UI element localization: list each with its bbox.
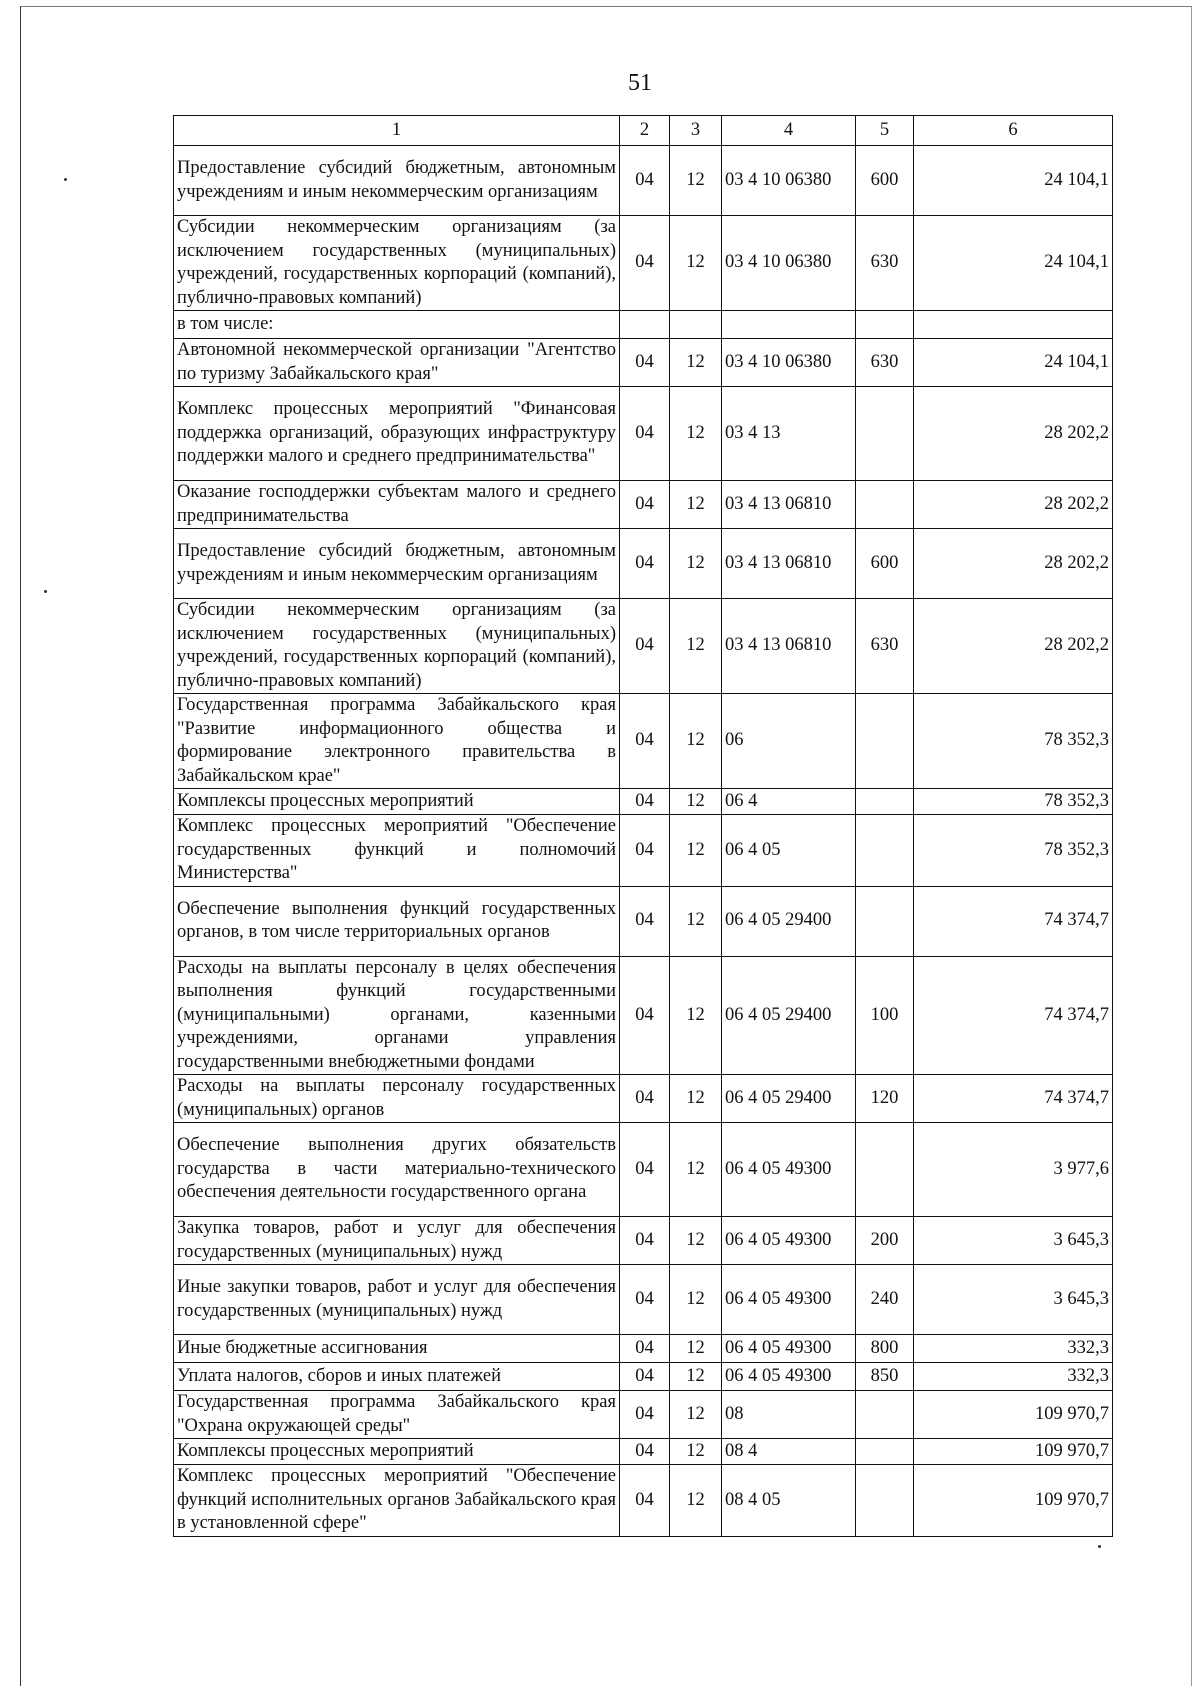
table-row bbox=[174, 1075, 1113, 1123]
table-row bbox=[174, 694, 1113, 789]
row-name-cell: Государственная программа Забайкальского края "Охрана окружающей среды" bbox=[174, 1391, 620, 1439]
row-section-cell: 04 bbox=[620, 1335, 670, 1363]
row-expense-type-cell: 630 bbox=[856, 216, 914, 311]
row-subsection-cell: 12 bbox=[670, 529, 722, 599]
row-section-cell: 04 bbox=[620, 529, 670, 599]
row-section-cell: 04 bbox=[620, 1465, 670, 1537]
row-name-cell: Закупка товаров, работ и услуг для обеспечения государственных (муниципальных) нужд bbox=[174, 1217, 620, 1265]
row-subsection-cell: 12 bbox=[670, 1217, 722, 1265]
row-target-code-cell: 06 4 05 bbox=[722, 815, 856, 887]
row-name-cell: в том числе: bbox=[174, 311, 620, 339]
row-target-code-cell: 06 4 05 29400 bbox=[722, 1075, 856, 1123]
table-row bbox=[174, 1439, 1113, 1465]
row-target-code-cell: 06 4 bbox=[722, 789, 856, 815]
table-row bbox=[174, 1335, 1113, 1363]
row-amount-cell bbox=[914, 311, 1113, 339]
table-row bbox=[174, 529, 1113, 599]
row-name-cell: Предоставление субсидий бюджетным, автономным учреждениям и иным некоммерческим организациям bbox=[174, 146, 620, 216]
row-name-cell: Иные бюджетные ассигнования bbox=[174, 1335, 620, 1363]
row-amount-cell: 24 104,1 bbox=[914, 146, 1113, 216]
row-amount-cell: 28 202,2 bbox=[914, 529, 1113, 599]
row-expense-type-cell: 200 bbox=[856, 1217, 914, 1265]
row-target-code-cell: 08 4 bbox=[722, 1439, 856, 1465]
row-name-cell: Комплекс процессных мероприятий "Обеспечение государственных функций и полномочий Министерства" bbox=[174, 815, 620, 887]
row-subsection-cell: 12 bbox=[670, 694, 722, 789]
row-amount-cell: 24 104,1 bbox=[914, 339, 1113, 387]
row-target-code-cell bbox=[722, 311, 856, 339]
row-expense-type-cell bbox=[856, 694, 914, 789]
row-target-code-cell: 06 4 05 29400 bbox=[722, 956, 856, 1075]
row-target-code-cell: 08 bbox=[722, 1391, 856, 1439]
table-row bbox=[174, 339, 1113, 387]
row-subsection-cell: 12 bbox=[670, 815, 722, 887]
row-target-code-cell: 03 4 10 06380 bbox=[722, 339, 856, 387]
row-amount-cell: 74 374,7 bbox=[914, 886, 1113, 956]
row-section-cell: 04 bbox=[620, 1075, 670, 1123]
row-name-cell: Автономной некоммерческой организации "Агентство по туризму Забайкальского края" bbox=[174, 339, 620, 387]
row-expense-type-cell bbox=[856, 481, 914, 529]
row-amount-cell: 109 970,7 bbox=[914, 1465, 1113, 1537]
row-amount-cell: 332,3 bbox=[914, 1335, 1113, 1363]
row-section-cell: 04 bbox=[620, 481, 670, 529]
row-amount-cell: 74 374,7 bbox=[914, 956, 1113, 1075]
row-expense-type-cell: 600 bbox=[856, 529, 914, 599]
row-target-code-cell: 06 4 05 29400 bbox=[722, 886, 856, 956]
row-name-cell: Расходы на выплаты персоналу государственных (муниципальных) органов bbox=[174, 1075, 620, 1123]
row-target-code-cell: 03 4 13 06810 bbox=[722, 529, 856, 599]
row-expense-type-cell bbox=[856, 311, 914, 339]
row-target-code-cell: 08 4 05 bbox=[722, 1465, 856, 1537]
row-section-cell bbox=[620, 311, 670, 339]
row-name-cell: Субсидии некоммерческим организациям (за исключением государственных (муниципальных) учреждений, государственных корпораций (компаний), публично-правовых компаний) bbox=[174, 599, 620, 694]
row-subsection-cell: 12 bbox=[670, 1439, 722, 1465]
row-section-cell: 04 bbox=[620, 387, 670, 481]
row-amount-cell: 3 977,6 bbox=[914, 1123, 1113, 1217]
table-row bbox=[174, 1465, 1113, 1537]
scan-speck bbox=[64, 178, 67, 181]
row-subsection-cell: 12 bbox=[670, 1265, 722, 1335]
row-subsection-cell: 12 bbox=[670, 481, 722, 529]
row-section-cell: 04 bbox=[620, 789, 670, 815]
row-expense-type-cell: 800 bbox=[856, 1335, 914, 1363]
row-section-cell: 04 bbox=[620, 1123, 670, 1217]
row-subsection-cell: 12 bbox=[670, 789, 722, 815]
row-amount-cell: 3 645,3 bbox=[914, 1265, 1113, 1335]
table-row bbox=[174, 1217, 1113, 1265]
row-name-cell: Комплекс процессных мероприятий "Финансовая поддержка организаций, образующих инфраструктуру поддержки малого и среднего предпринимательства" bbox=[174, 387, 620, 481]
row-section-cell: 04 bbox=[620, 694, 670, 789]
table-row bbox=[174, 387, 1113, 481]
row-amount-cell: 332,3 bbox=[914, 1363, 1113, 1391]
row-name-cell: Иные закупки товаров, работ и услуг для обеспечения государственных (муниципальных) нужд bbox=[174, 1265, 620, 1335]
table-row bbox=[174, 1391, 1113, 1439]
table-row bbox=[174, 886, 1113, 956]
row-expense-type-cell: 850 bbox=[856, 1363, 914, 1391]
row-expense-type-cell: 120 bbox=[856, 1075, 914, 1123]
row-amount-cell: 24 104,1 bbox=[914, 216, 1113, 311]
row-target-code-cell: 03 4 10 06380 bbox=[722, 146, 856, 216]
row-section-cell: 04 bbox=[620, 1265, 670, 1335]
row-amount-cell: 28 202,2 bbox=[914, 599, 1113, 694]
scan-speck bbox=[1098, 1545, 1101, 1548]
table-row bbox=[174, 216, 1113, 311]
row-expense-type-cell bbox=[856, 1123, 914, 1217]
header-col-6: 6 bbox=[914, 116, 1113, 146]
header-col-1: 1 bbox=[174, 116, 620, 146]
row-subsection-cell: 12 bbox=[670, 339, 722, 387]
row-expense-type-cell bbox=[856, 1439, 914, 1465]
row-subsection-cell: 12 bbox=[670, 1075, 722, 1123]
header-row bbox=[174, 116, 1113, 146]
row-expense-type-cell bbox=[856, 387, 914, 481]
scan-speck bbox=[44, 590, 47, 593]
row-amount-cell: 78 352,3 bbox=[914, 815, 1113, 887]
row-subsection-cell: 12 bbox=[670, 387, 722, 481]
row-subsection-cell: 12 bbox=[670, 956, 722, 1075]
row-target-code-cell: 06 4 05 49300 bbox=[722, 1123, 856, 1217]
row-subsection-cell: 12 bbox=[670, 599, 722, 694]
row-name-cell: Расходы на выплаты персоналу в целях обеспечения выполнения функций государственными (муниципальными) органами, казенными учреждениями, органами управления государственными внебюджетными фондами bbox=[174, 956, 620, 1075]
row-expense-type-cell: 630 bbox=[856, 599, 914, 694]
row-section-cell: 04 bbox=[620, 886, 670, 956]
row-expense-type-cell bbox=[856, 789, 914, 815]
table-row bbox=[174, 311, 1113, 339]
table-row bbox=[174, 815, 1113, 887]
row-target-code-cell: 03 4 13 bbox=[722, 387, 856, 481]
table-row bbox=[174, 1363, 1113, 1391]
table-row bbox=[174, 789, 1113, 815]
row-name-cell: Государственная программа Забайкальского края "Развитие информационного общества и формирование электронного правительства в Забайкальском крае" bbox=[174, 694, 620, 789]
row-name-cell: Комплекс процессных мероприятий "Обеспечение функций исполнительных органов Забайкальского края в установленной сфере" bbox=[174, 1465, 620, 1537]
row-target-code-cell: 06 4 05 49300 bbox=[722, 1335, 856, 1363]
row-name-cell: Обеспечение выполнения других обязательств государства в части материально-технического обеспечения деятельности государственного органа bbox=[174, 1123, 620, 1217]
row-section-cell: 04 bbox=[620, 1363, 670, 1391]
row-target-code-cell: 06 bbox=[722, 694, 856, 789]
header-col-5: 5 bbox=[856, 116, 914, 146]
row-name-cell: Обеспечение выполнения функций государственных органов, в том числе территориальных органов bbox=[174, 886, 620, 956]
row-amount-cell: 28 202,2 bbox=[914, 481, 1113, 529]
budget-table bbox=[173, 115, 1113, 1537]
row-target-code-cell: 03 4 13 06810 bbox=[722, 599, 856, 694]
row-section-cell: 04 bbox=[620, 339, 670, 387]
row-name-cell: Предоставление субсидий бюджетным, автономным учреждениям и иным некоммерческим организациям bbox=[174, 529, 620, 599]
row-subsection-cell: 12 bbox=[670, 146, 722, 216]
row-expense-type-cell bbox=[856, 1391, 914, 1439]
row-amount-cell: 109 970,7 bbox=[914, 1439, 1113, 1465]
row-amount-cell: 74 374,7 bbox=[914, 1075, 1113, 1123]
row-section-cell: 04 bbox=[620, 956, 670, 1075]
row-target-code-cell: 06 4 05 49300 bbox=[722, 1265, 856, 1335]
table-row bbox=[174, 1123, 1113, 1217]
row-section-cell: 04 bbox=[620, 146, 670, 216]
row-subsection-cell: 12 bbox=[670, 1335, 722, 1363]
row-name-cell: Субсидии некоммерческим организациям (за исключением государственных (муниципальных) учреждений, государственных корпораций (компаний), публично-правовых компаний) bbox=[174, 216, 620, 311]
row-section-cell: 04 bbox=[620, 1439, 670, 1465]
table-row bbox=[174, 599, 1113, 694]
row-target-code-cell: 03 4 10 06380 bbox=[722, 216, 856, 311]
table-row bbox=[174, 481, 1113, 529]
row-target-code-cell: 06 4 05 49300 bbox=[722, 1363, 856, 1391]
header-col-4: 4 bbox=[722, 116, 856, 146]
row-expense-type-cell: 240 bbox=[856, 1265, 914, 1335]
row-section-cell: 04 bbox=[620, 1391, 670, 1439]
row-subsection-cell: 12 bbox=[670, 1123, 722, 1217]
row-amount-cell: 78 352,3 bbox=[914, 694, 1113, 789]
header-col-2: 2 bbox=[620, 116, 670, 146]
row-section-cell: 04 bbox=[620, 216, 670, 311]
row-expense-type-cell: 600 bbox=[856, 146, 914, 216]
row-target-code-cell: 03 4 13 06810 bbox=[722, 481, 856, 529]
row-name-cell: Комплексы процессных мероприятий bbox=[174, 1439, 620, 1465]
row-target-code-cell: 06 4 05 49300 bbox=[722, 1217, 856, 1265]
row-section-cell: 04 bbox=[620, 599, 670, 694]
row-amount-cell: 109 970,7 bbox=[914, 1391, 1113, 1439]
table-row bbox=[174, 1265, 1113, 1335]
row-expense-type-cell bbox=[856, 1465, 914, 1537]
row-subsection-cell: 12 bbox=[670, 886, 722, 956]
row-subsection-cell: 12 bbox=[670, 1391, 722, 1439]
row-subsection-cell: 12 bbox=[670, 216, 722, 311]
row-expense-type-cell bbox=[856, 886, 914, 956]
page-number: 51 bbox=[628, 70, 652, 96]
table-row bbox=[174, 146, 1113, 216]
row-subsection-cell bbox=[670, 311, 722, 339]
row-subsection-cell: 12 bbox=[670, 1465, 722, 1537]
row-expense-type-cell: 630 bbox=[856, 339, 914, 387]
row-section-cell: 04 bbox=[620, 1217, 670, 1265]
row-amount-cell: 28 202,2 bbox=[914, 387, 1113, 481]
row-name-cell: Комплексы процессных мероприятий bbox=[174, 789, 620, 815]
table-row bbox=[174, 956, 1113, 1075]
header-col-3: 3 bbox=[670, 116, 722, 146]
row-expense-type-cell bbox=[856, 815, 914, 887]
row-section-cell: 04 bbox=[620, 815, 670, 887]
row-subsection-cell: 12 bbox=[670, 1363, 722, 1391]
row-name-cell: Оказание господдержки субъектам малого и среднего предпринимательства bbox=[174, 481, 620, 529]
row-expense-type-cell: 100 bbox=[856, 956, 914, 1075]
row-amount-cell: 3 645,3 bbox=[914, 1217, 1113, 1265]
row-amount-cell: 78 352,3 bbox=[914, 789, 1113, 815]
row-name-cell: Уплата налогов, сборов и иных платежей bbox=[174, 1363, 620, 1391]
